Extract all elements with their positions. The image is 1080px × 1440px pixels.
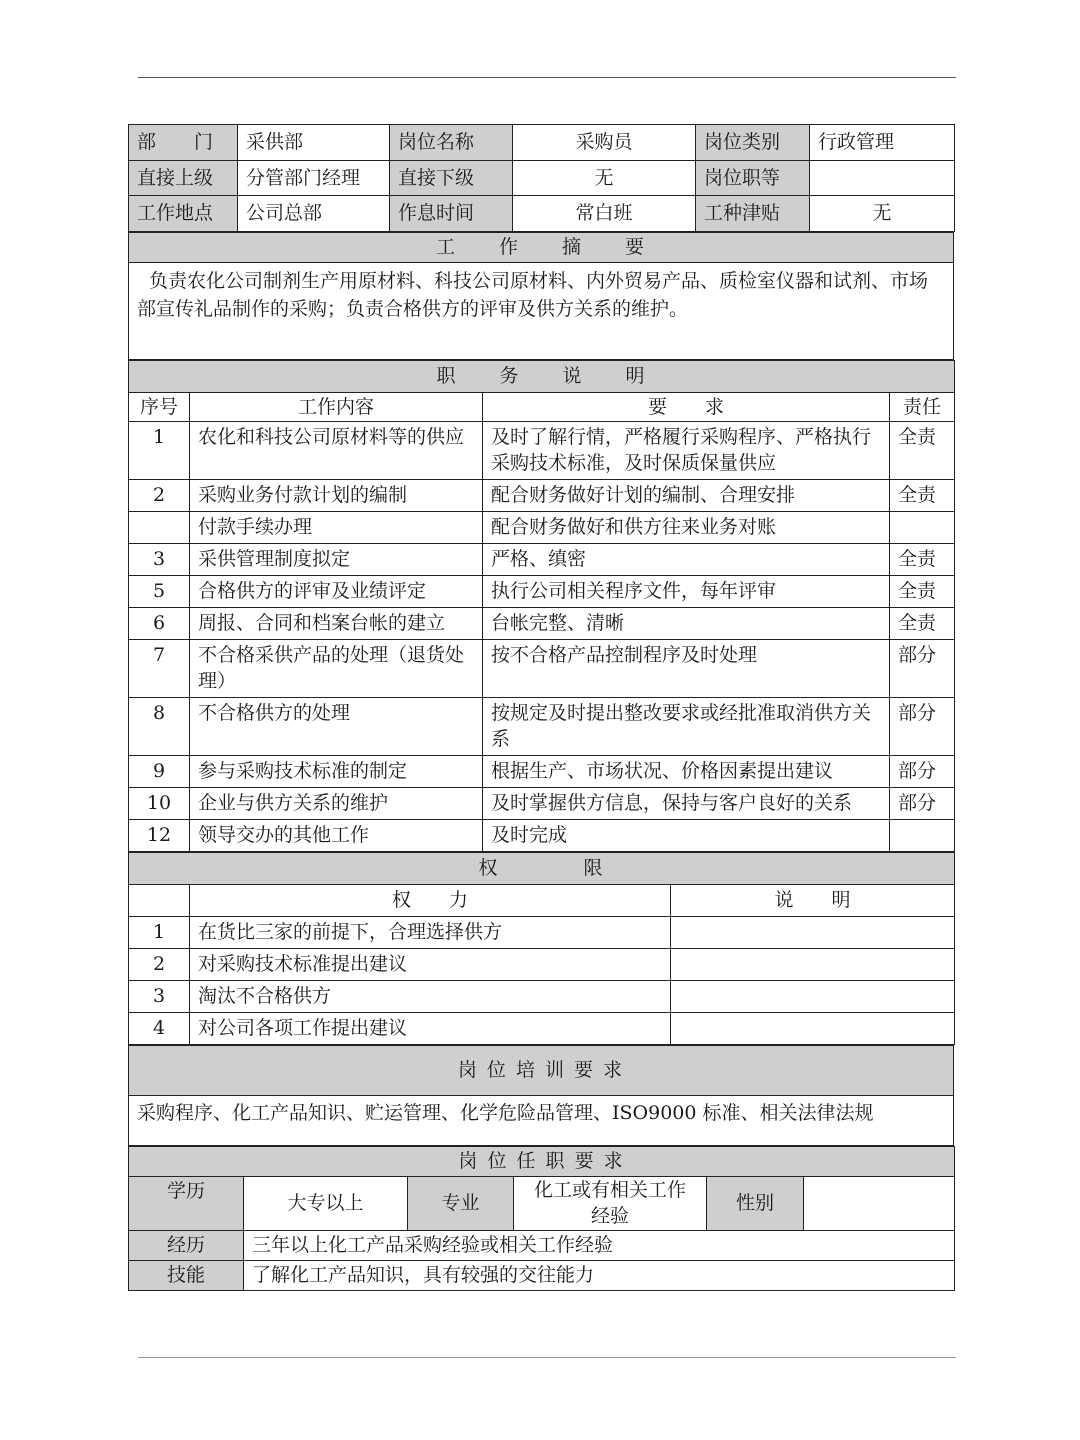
duty-responsibility: 部分: [890, 639, 955, 697]
duty-num: 5: [129, 575, 190, 607]
gender-label: 性别: [707, 1176, 804, 1230]
dept-value: 采供部: [238, 125, 390, 161]
duty-content: 不合格供方的处理: [190, 697, 483, 755]
qualification-row-2: [129, 1230, 955, 1260]
summary-table: [128, 232, 954, 360]
table-row: [129, 916, 955, 948]
duty-content: 合格供方的评审及业绩评定: [190, 575, 483, 607]
duty-content: 采供管理制度拟定: [190, 543, 483, 575]
duty-requirement: 按规定及时提出整改要求或经批准取消供方关系: [483, 697, 890, 755]
superior-value: 分管部门经理: [238, 160, 390, 196]
duties-header-row: [129, 392, 955, 421]
duty-num: 3: [129, 543, 190, 575]
authority-note: [671, 1012, 955, 1044]
duty-num: 9: [129, 755, 190, 787]
duty-num: 12: [129, 819, 190, 851]
duty-requirement: 严格、缜密: [483, 543, 890, 575]
duty-requirement: 及时了解行情，严格履行采购程序、严格执行采购技术标准，及时保质保量供应: [483, 421, 890, 479]
duty-requirement: 配合财务做好计划的编制、合理安排: [483, 479, 890, 511]
col-requirement-header: 要 求: [483, 392, 890, 421]
duty-responsibility: 全责: [890, 479, 955, 511]
location-value: 公司总部: [238, 196, 390, 232]
training-text: 采购程序、化工产品知识、贮运管理、化学危险品管理、ISO9000 标准、相关法律法规: [129, 1095, 954, 1145]
authority-header-row: [129, 884, 955, 916]
duty-requirement: 及时完成: [483, 819, 890, 851]
duty-content: 采购业务付款计划的编制: [190, 479, 483, 511]
duties-table: [128, 360, 955, 852]
info-row-1: [129, 125, 955, 161]
summary-title: 工 作 摘 要: [129, 232, 954, 262]
grade-value: [810, 160, 955, 196]
qualification-row-1: [129, 1176, 955, 1230]
duty-requirement: 执行公司相关程序文件，每年评审: [483, 575, 890, 607]
experience-label: 经历: [129, 1230, 244, 1260]
major-value: 化工或有相关工作经验: [514, 1176, 707, 1230]
authority-num-header: [129, 884, 190, 916]
gender-value: [804, 1176, 955, 1230]
header-rule: [138, 77, 956, 78]
basic-info-table: [128, 124, 955, 232]
duty-content: 付款手续办理: [190, 511, 483, 543]
duty-num: 1: [129, 421, 190, 479]
experience-value: 三年以上化工产品采购经验或相关工作经验: [244, 1230, 955, 1260]
hours-value: 常白班: [513, 196, 696, 232]
hours-label: 作息时间: [390, 196, 513, 232]
skill-label: 技能: [129, 1260, 244, 1290]
duty-requirement: 根据生产、市场状况、价格因素提出建议: [483, 755, 890, 787]
duty-responsibility: [890, 511, 955, 543]
duty-num: [129, 511, 190, 543]
table-row: [129, 421, 955, 479]
duty-requirement: 台帐完整、清晰: [483, 607, 890, 639]
table-row: [129, 819, 955, 851]
major-label: 专业: [408, 1176, 514, 1230]
authority-power: 在货比三家的前提下，合理选择供方: [190, 916, 671, 948]
table-row: [129, 511, 955, 543]
summary-text: 负责农化公司制剂生产用原材料、科技公司原材料、内外贸易产品、质检室仪器和试剂、市场部宣传礼品制作的采购；负责合格供方的评审及供方关系的维护。: [129, 262, 954, 359]
authority-title: 权 限: [129, 852, 955, 884]
duty-content: 农化和科技公司原材料等的供应: [190, 421, 483, 479]
table-row: [129, 755, 955, 787]
duty-responsibility: [890, 819, 955, 851]
duty-content: 参与采购技术标准的制定: [190, 755, 483, 787]
education-label: 学历: [129, 1176, 244, 1230]
col-note-header: 说 明: [671, 884, 955, 916]
footer-rule: [138, 1357, 956, 1358]
authority-note: [671, 916, 955, 948]
post-label: 岗位名称: [390, 125, 513, 161]
table-row: [129, 479, 955, 511]
table-row: [129, 787, 955, 819]
authority-num: 1: [129, 916, 190, 948]
duty-responsibility: 部分: [890, 755, 955, 787]
duty-content: 领导交办的其他工作: [190, 819, 483, 851]
table-row: [129, 948, 955, 980]
col-responsibility-header: 责任: [890, 392, 955, 421]
subordinate-label: 直接下级: [390, 160, 513, 196]
duty-responsibility: 部分: [890, 697, 955, 755]
duty-content: 不合格采供产品的处理（退货处理）: [190, 639, 483, 697]
duty-responsibility: 全责: [890, 575, 955, 607]
authority-num: 3: [129, 980, 190, 1012]
duty-num: 10: [129, 787, 190, 819]
skill-value: 了解化工产品知识，具有较强的交往能力: [244, 1260, 955, 1290]
duty-num: 6: [129, 607, 190, 639]
col-num-header: 序号: [129, 392, 190, 421]
type-label: 岗位类别: [696, 125, 810, 161]
table-row: [129, 639, 955, 697]
duty-num: 7: [129, 639, 190, 697]
info-row-2: [129, 160, 955, 196]
grade-label: 岗位职等: [696, 160, 810, 196]
table-row: [129, 1012, 955, 1044]
duty-content: 周报、合同和档案台帐的建立: [190, 607, 483, 639]
training-table: [128, 1045, 954, 1146]
education-value: 大专以上: [244, 1176, 408, 1230]
col-power-header: 权 力: [190, 884, 671, 916]
duty-responsibility: 全责: [890, 607, 955, 639]
qualification-table: [128, 1146, 955, 1291]
authority-table: [128, 852, 955, 1045]
training-title: 岗 位 培 训 要 求: [129, 1045, 954, 1095]
authority-power: 对公司各项工作提出建议: [190, 1012, 671, 1044]
table-row: [129, 543, 955, 575]
authority-power: 淘汰不合格供方: [190, 980, 671, 1012]
duty-responsibility: 全责: [890, 543, 955, 575]
qualification-title: 岗 位 任 职 要 求: [129, 1146, 955, 1176]
authority-num: 2: [129, 948, 190, 980]
duty-num: 2: [129, 479, 190, 511]
allowance-value: 无: [810, 196, 955, 232]
type-value: 行政管理: [810, 125, 955, 161]
qualification-row-3: [129, 1260, 955, 1290]
duty-requirement: 按不合格产品控制程序及时处理: [483, 639, 890, 697]
table-row: [129, 607, 955, 639]
duty-num: 8: [129, 697, 190, 755]
duty-requirement: 及时掌握供方信息，保持与客户良好的关系: [483, 787, 890, 819]
col-content-header: 工作内容: [190, 392, 483, 421]
authority-note: [671, 980, 955, 1012]
authority-power: 对采购技术标准提出建议: [190, 948, 671, 980]
duty-content: 企业与供方关系的维护: [190, 787, 483, 819]
dept-label: 部 门: [129, 125, 238, 161]
table-row: [129, 575, 955, 607]
table-row: [129, 697, 955, 755]
duty-requirement: 配合财务做好和供方往来业务对账: [483, 511, 890, 543]
authority-note: [671, 948, 955, 980]
job-description-form: [128, 124, 954, 1291]
subordinate-value: 无: [513, 160, 696, 196]
duties-title: 职 务 说 明: [129, 360, 955, 392]
duty-responsibility: 部分: [890, 787, 955, 819]
table-row: [129, 980, 955, 1012]
info-row-3: [129, 196, 955, 232]
allowance-label: 工种津贴: [696, 196, 810, 232]
authority-num: 4: [129, 1012, 190, 1044]
location-label: 工作地点: [129, 196, 238, 232]
post-value: 采购员: [513, 125, 696, 161]
duty-responsibility: 全责: [890, 421, 955, 479]
superior-label: 直接上级: [129, 160, 238, 196]
